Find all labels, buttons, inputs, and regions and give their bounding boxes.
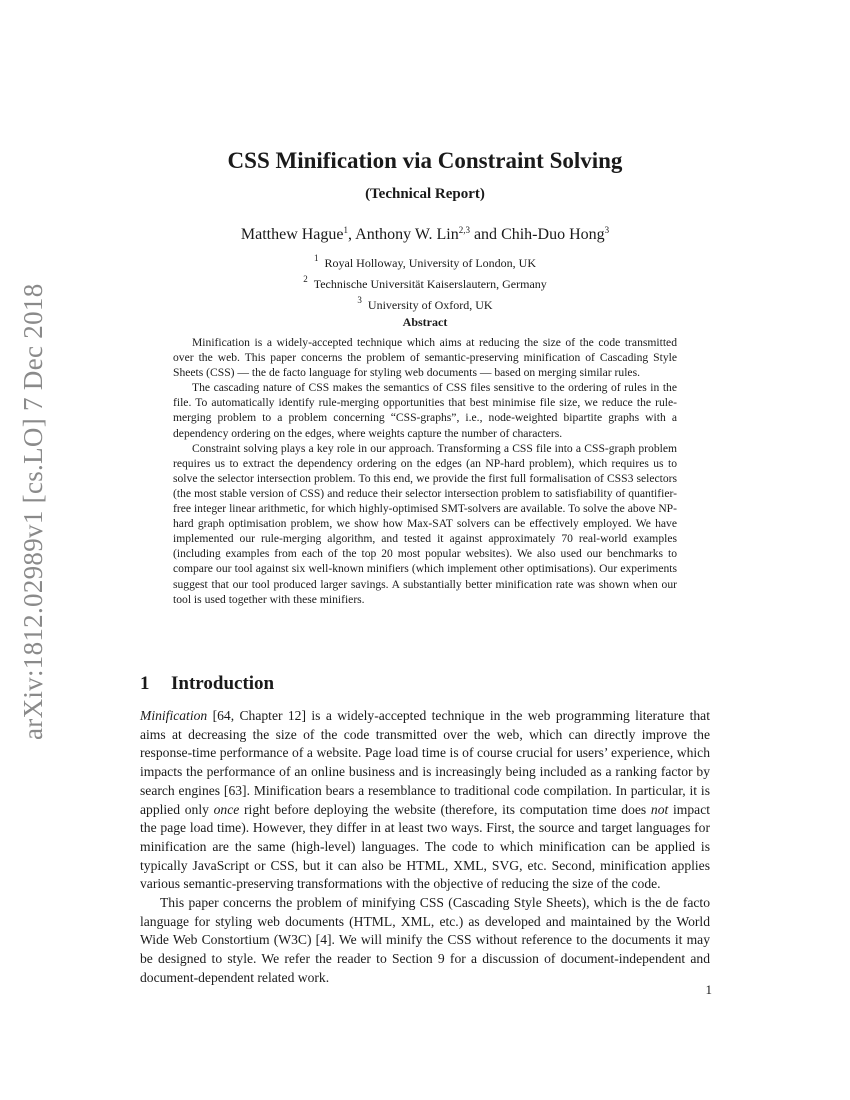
author-affiliation-marker: 1 — [343, 225, 349, 235]
author-separator: and — [469, 226, 502, 243]
abstract — [173, 335, 677, 607]
affiliation — [0, 292, 850, 313]
author-name: Chih-Duo Hong — [501, 226, 605, 243]
abstract-heading: Abstract — [402, 315, 448, 329]
affiliation-text: Royal Holloway, University of London, UK — [324, 256, 537, 270]
affiliation-marker: 2 — [303, 274, 308, 284]
author-name: Anthony W. Lin — [355, 226, 459, 243]
body-paragraph: This paper concerns the problem of minifying CSS (Cascading Style Sheets), which is the de facto language for styling web documents (HTML, XML, etc.) as developed and maintained by the World Wide Web Constortium (W3C) [4]. We will minify the CSS without reference to the documents it may be designed to style. We refer the reader to Section 9 for a discussion of document-independent and document-dependent related work. — [140, 895, 710, 985]
arxiv-identifier: arXiv:1812.02989v1 [cs.LO] 7 Dec 2018 — [18, 283, 48, 741]
author-separator: , — [348, 226, 356, 243]
body-paragraph — [140, 707, 710, 894]
section-heading — [140, 671, 274, 697]
paragraph-text: [64, Chapter 12] is a widely-accepted technique in the web programming literature that aims at decreasing the size of the code transmitted over the web, which can directly improve the response-time performance of a website. Page load time is of course crucial for users’ experience, which impacts the performance of an online business and is increasingly being included as a ranking factor by search engines [63]. Minification bears a resemblance to traditional code compilation. In particular, it is applied only — [140, 708, 710, 817]
emphasized-term: Minification — [140, 708, 208, 723]
affiliation-text: University of Oxford, UK — [367, 298, 493, 312]
paper-subtitle: (Technical Report) — [365, 186, 485, 202]
author-affiliation-marker: 2,3 — [458, 225, 470, 235]
section-number: 1 — [140, 673, 150, 694]
abstract-paragraph: Constraint solving plays a key role in our approach. Transforming a CSS file into a CSS-graph problem requires us to extract the dependency ordering on the edges (an NP-hard problem), which requires us to solve the selector intersection problem. To this end, we provide the first full formalisation of CSS3 selectors (the most stable version of CSS) and reduce their selector intersection problem to satisfiability of quantifier-free integer linear arithmetic, for which highly-optimised SMT-solvers are available. To solve the above NP-hard graph optimisation problem, we show how Max-SAT solvers can be effectively employed. We have implemented our rule-merging algorithm, and tested it against approximately 70 real-world examples (including examples from each of the top 20 most popular websites). We also used our benchmarks to compare our tool against six well-known minifiers (which implement other optimisations). Our experiments suggest that our tool produced larger savings. A substantially better minification rate was shown when our tool is used together with these minifiers. — [173, 441, 677, 606]
affiliation — [0, 250, 850, 271]
paper-title: CSS Minification via Constraint Solving — [227, 148, 623, 173]
affiliation-marker: 3 — [357, 295, 362, 305]
author-affiliation-marker: 3 — [604, 225, 610, 235]
abstract-paragraph: Minification is a widely-accepted technique which aims at reducing the size of the code transmitted over the web. This paper concerns the problem of semantic-preserving minification of Cascading Style Sheets (CSS) — the de facto language for styling web documents — based on merging similar rules. — [173, 336, 677, 380]
author-name: Matthew Hague — [240, 226, 344, 243]
affiliation-list — [0, 250, 850, 313]
affiliation-text: Technische Universität Kaiserslautern, Germany — [313, 277, 547, 291]
emphasized-word: not — [650, 801, 669, 817]
author-list — [0, 218, 850, 247]
affiliation — [0, 271, 850, 292]
page-number: 1 — [705, 982, 712, 997]
section-title: Introduction — [171, 673, 275, 694]
introduction-body — [140, 707, 710, 988]
paragraph-text: right before deploying the website (therefore, its computation time does — [239, 801, 651, 817]
affiliation-marker: 1 — [313, 253, 319, 263]
abstract-paragraph: The cascading nature of CSS makes the semantics of CSS files sensitive to the ordering of rules in the file. To automatically identify rule-merging opportunities that best minimise file size, we reduce the rule-merging problem to a problem concerning “CSS-graphs”, i.e., node-weighted bipartite graphs with a dependency ordering on the edges, where weights capture the number of characters. — [173, 381, 677, 440]
paragraph-text: impact the page load time). However, they differ in at least two ways. First, the source and target languages for minification are the same (high-level) languages. The code to which minification can be applied is typically JavaScript or CSS, but it can also be HTML, XML, SVG, etc. Second, minification applies various semantic-preserving transformations with the objective of reducing the size of the code. — [140, 801, 711, 892]
emphasized-word: once — [213, 801, 240, 817]
